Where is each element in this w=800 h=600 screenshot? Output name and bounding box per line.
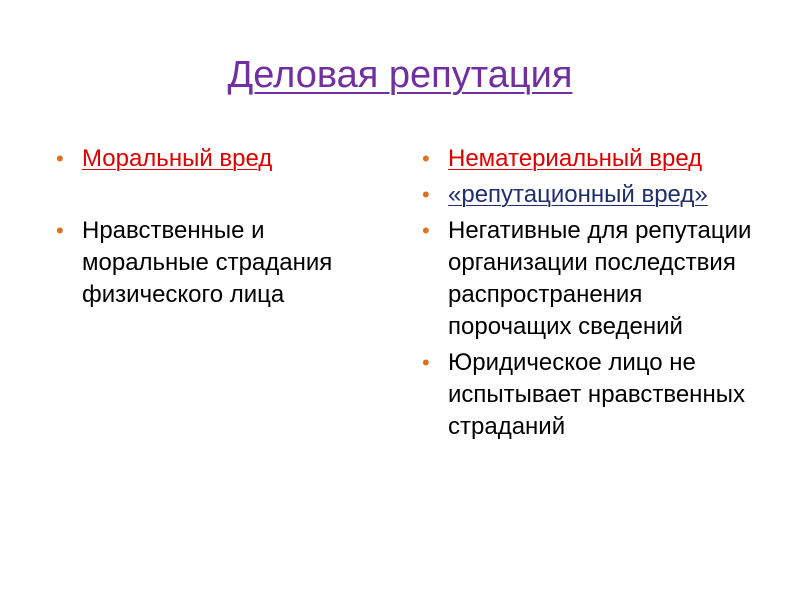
left-column	[56, 143, 386, 311]
bullet-icon: •	[56, 218, 64, 243]
right-column	[422, 143, 772, 443]
right-heading[interactable]: Нематериальный вред	[448, 145, 703, 172]
right-subheading-item	[422, 179, 772, 211]
right-item-1-text: Негативные для репутации организации последствия распространения порочащих сведений	[448, 217, 752, 340]
right-item-2-text: Юридическое лицо не испытывает нравственных страданий	[448, 349, 745, 440]
slide-title-text: Деловая репутация	[227, 54, 573, 96]
left-body-item	[56, 215, 386, 311]
left-heading[interactable]: Моральный вред	[82, 145, 273, 172]
right-heading-item	[422, 143, 772, 175]
left-heading-item	[56, 143, 386, 175]
bullet-icon: •	[422, 218, 430, 243]
slide-title	[0, 52, 800, 98]
spacer	[56, 175, 386, 215]
left-body-text: Нравственные и моральные страдания физического лица	[82, 217, 333, 308]
bullet-icon: •	[422, 182, 430, 207]
bullet-icon: •	[422, 350, 430, 375]
bullet-icon: •	[56, 146, 64, 171]
right-subheading[interactable]: «репутационный вред»	[448, 181, 708, 208]
bullet-icon: •	[422, 146, 430, 171]
right-item-1	[422, 215, 772, 343]
right-item-2	[422, 347, 772, 443]
